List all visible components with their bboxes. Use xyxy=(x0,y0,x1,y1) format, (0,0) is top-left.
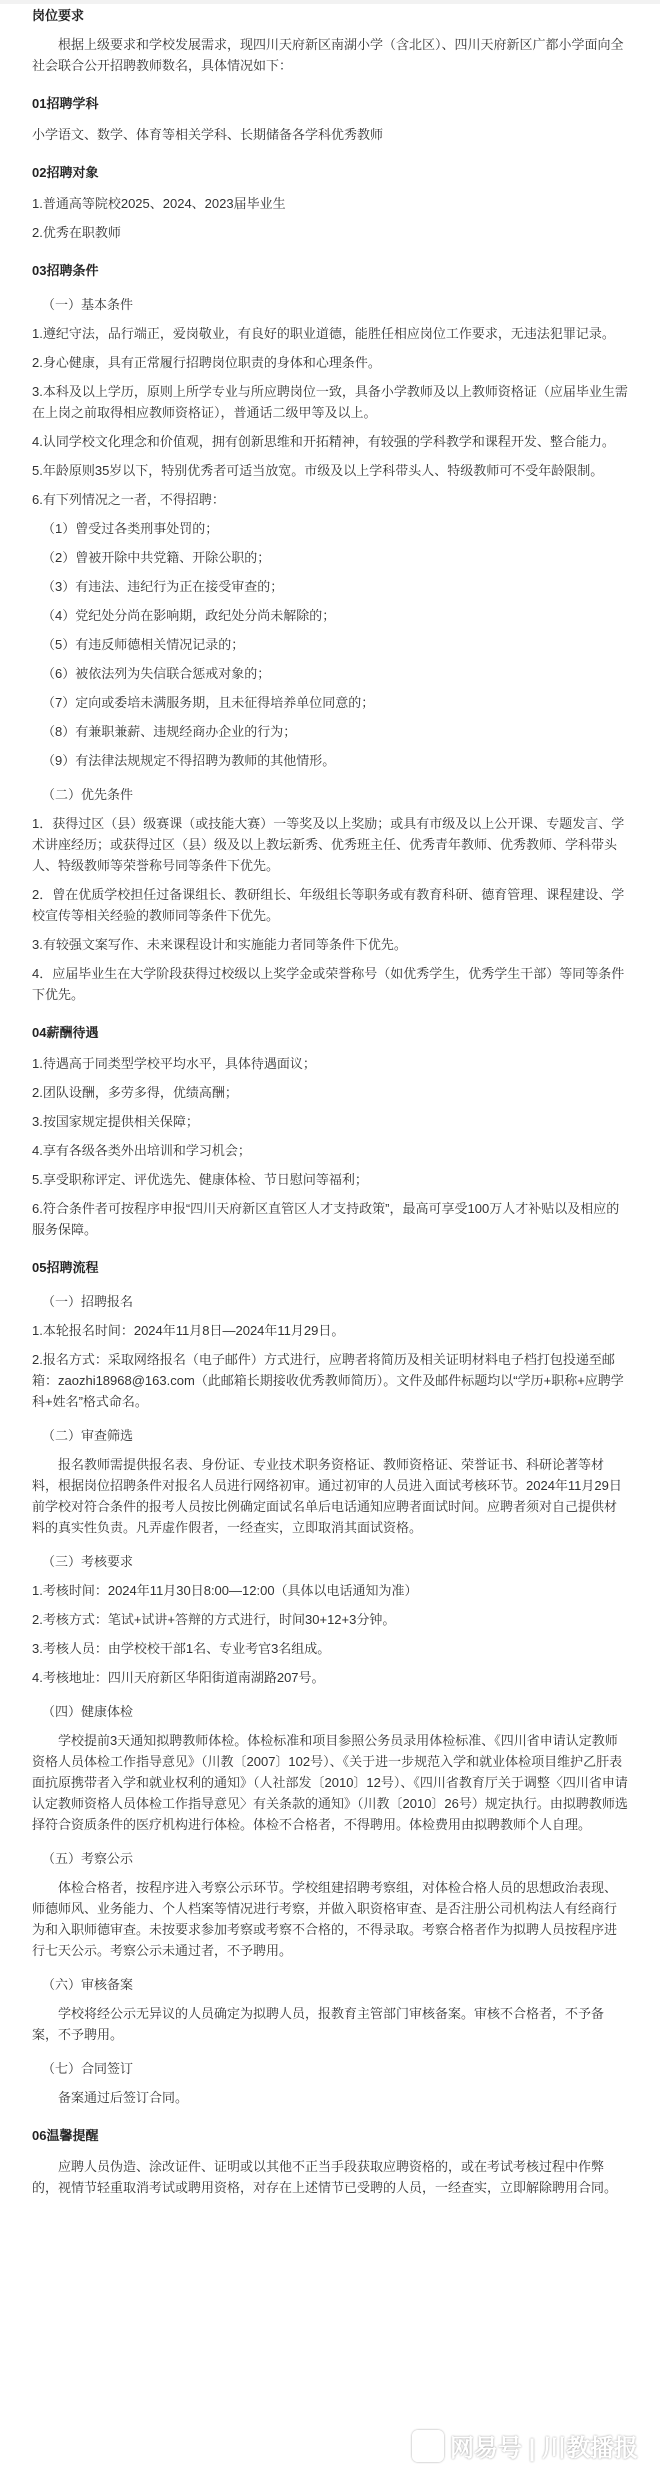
watermark xyxy=(412,2428,638,2463)
contract-paragraph: 备案通过后签订合同。 xyxy=(58,2090,189,2105)
netease-logo-icon xyxy=(412,2430,444,2462)
contract-title: （七）合同签订 xyxy=(42,2061,134,2076)
exclusion-item: （9）有法律法规规定不得招聘为教师的其他情形。 xyxy=(42,753,336,768)
inspection-paragraph: 体检合格者，按程序进入考察公示环节。学校组建招聘考察组，对体检合格人员的思想政治表现、师德师风、业务能力、个人档案等情况进行考察，并做入职资格审查、是否注册公司机构法人有经商行为和入职师德审查。未按要求参加考察或考察不合格的，不得录取。考察合格者作为拟聘人员按程序进行七天公示。考察公示未通过者，不予聘用。 xyxy=(32,1880,618,1958)
benefit-item: 2.团队设酬，多劳多得，优绩高酬； xyxy=(32,1085,238,1100)
basic-conditions-title: （一）基本条件 xyxy=(42,297,134,312)
section-04-title: 04薪酬待遇 xyxy=(32,1025,99,1040)
priority-item: 2．曾在优质学校担任过备课组长、教研组长、年级组长等职务或有教育科研、德育管理、课程建设、学校宣传等相关经验的教师同等条件下优先。 xyxy=(32,887,625,923)
article-heading: 岗位要求 xyxy=(32,8,85,23)
section-06-title: 06温馨提醒 xyxy=(32,2128,99,2143)
registration-item: 1.本轮报名时间：2024年11月8日—2024年11月29日。 xyxy=(32,1323,345,1338)
basic-condition-item: 6.有下列情况之一者，不得招聘： xyxy=(32,492,225,507)
intro-paragraph: 根据上级要求和学校发展需求，现四川天府新区南湖小学（含北区）、四川天府新区广都小学面向全社会联合公开招聘教师数名，具体情况如下： xyxy=(32,37,624,73)
reminder-paragraph: 应聘人员伪造、涂改证件、证明或以其他不正当手段获取应聘资格的，或在考试考核过程中作弊的，视情节轻重取消考试或聘用资格，对存在上述情节已受聘的人员，一经查实，立即解除聘用合同。 xyxy=(32,2159,618,2195)
section-01-title: 01招聘学科 xyxy=(32,96,99,111)
priority-item: 3.有较强文案写作、未来课程设计和实施能力者同等条件下优先。 xyxy=(32,937,407,952)
benefit-item: 4.享有各级各类外出培训和学习机会； xyxy=(32,1143,251,1158)
basic-condition-item: 5.年龄原则35岁以下，特别优秀者可适当放宽。市级及以上学科带头人、特级教师可不受年龄限制。 xyxy=(32,463,604,478)
target-item: 1.普通高等院校2025、2024、2023届毕业生 xyxy=(32,196,286,211)
benefit-item: 1.待遇高于同类型学校平均水平，具体待遇面议； xyxy=(32,1056,316,1071)
review-title: （二）审查筛选 xyxy=(42,1428,134,1443)
article-content xyxy=(0,6,660,2198)
exam-item: 4.考核地址：四川天府新区华阳街道南湖路207号。 xyxy=(32,1670,325,1685)
priority-item: 1．获得过区（县）级赛课（或技能大赛）一等奖及以上奖励；或具有市级及以上公开课、专题发言、学术讲座经历；或获得过区（县）级及以上教坛新秀、优秀班主任、优秀青年教师、优秀教师、学科带头人、特级教师等荣誉称号同等条件下优先。 xyxy=(32,816,625,873)
benefit-item: 6.符合条件者可按程序申报“四川天府新区直管区人才支持政策”，最高可享受100万人才补贴以及相应的服务保障。 xyxy=(32,1201,620,1237)
exam-item: 1.考核时间：2024年11月30日8:00—12:00（具体以电话通知为准） xyxy=(32,1583,418,1598)
record-paragraph: 学校将经公示无异议的人员确定为拟聘人员，报教育主管部门审核备案。审核不合格者，不予备案，不予聘用。 xyxy=(32,2006,605,2042)
exclusion-item: （1）曾受过各类刑事处罚的； xyxy=(42,521,219,536)
section-02-title: 02招聘对象 xyxy=(32,165,99,180)
exam-item: 3.考核人员：由学校校干部1名、专业考官3名组成。 xyxy=(32,1641,331,1656)
exclusion-item: （5）有违反师德相关情况记录的； xyxy=(42,637,245,652)
medical-paragraph: 学校提前3天通知拟聘教师体检。体检标准和项目参照公务员录用体检标准、《四川省申请认定教师资格人员体检工作指导意见》（川教〔2007〕102号）、《关于进一步规范入学和就业体检项目维护乙肝表面抗原携带者入学和就业权利的通知》（人社部发〔2010〕12号）、《四川省教育厅关于调整〈四川省申请认定教师资格人员体检工作指导意见〉有关条款的通知》（川教〔2010〕26号）规定执行。由拟聘教师选择符合资质条件的医疗机构进行体检。体检不合格者，不得聘用。体检费用由拟聘教师个人自理。 xyxy=(32,1733,628,1832)
record-title: （六）审核备案 xyxy=(42,1977,134,1992)
review-paragraph: 报名教师需提供报名表、身份证、专业技术职务资格证、教师资格证、荣誉证书、科研论著等材料，根据岗位招聘条件对报名人员进行网络初审。通过初审的人员进入面试考核环节。2024年11月29日前学校对符合条件的报考人员按比例确定面试名单后电话通知应聘者面试时间。应聘者须对自己提供材料的真实性负责。凡弄虚作假者，一经查实，立即取消其面试资格。 xyxy=(32,1457,622,1535)
basic-condition-item: 3.本科及以上学历，原则上所学专业与所应聘岗位一致，具备小学教师及以上教师资格证（应届毕业生需在上岗之前取得相应教师资格证），普通话二级甲等及以上。 xyxy=(32,384,628,420)
section-01-text: 小学语文、数学、体育等相关学科、长期储备各学科优秀教师 xyxy=(32,127,384,142)
target-item: 2.优秀在职教师 xyxy=(32,225,121,240)
section-05-title: 05招聘流程 xyxy=(32,1260,99,1275)
exclusion-item: （7）定向或委培未满服务期，且未征得培养单位同意的； xyxy=(42,695,375,710)
basic-condition-item: 1.遵纪守法，品行端正，爱岗敬业，有良好的职业道德，能胜任相应岗位工作要求，无违法犯罪记录。 xyxy=(32,326,615,341)
section-03-title: 03招聘条件 xyxy=(32,263,99,278)
basic-condition-item: 2.身心健康，具有正常履行招聘岗位职责的身体和心理条件。 xyxy=(32,355,381,370)
exclusion-item: （6）被依法列为失信联合惩戒对象的； xyxy=(42,666,271,681)
basic-condition-item: 4.认同学校文化理念和价值观，拥有创新思维和开拓精神，有较强的学科教学和课程开发、整合能力。 xyxy=(32,434,615,449)
top-divider xyxy=(0,0,660,4)
benefit-item: 3.按国家规定提供相关保障； xyxy=(32,1114,199,1129)
exam-title: （三）考核要求 xyxy=(42,1554,134,1569)
medical-title: （四）健康体检 xyxy=(42,1704,134,1719)
registration-item: 2.报名方式：采取网络报名（电子邮件）方式进行，应聘者将简历及相关证明材料电子档打包投递至邮箱：zaozhi18968@163.com（此邮箱长期接收优秀教师简历）。文件及邮件标题均以“学历+职称+应聘学科+姓名”格式命名。 xyxy=(32,1352,624,1409)
exclusion-item: （3）有违法、违纪行为正在接受审查的； xyxy=(42,579,284,594)
inspection-title: （五）考察公示 xyxy=(42,1851,134,1866)
benefit-item: 5.享受职称评定、评优选先、健康体检、节日慰问等福利； xyxy=(32,1172,368,1187)
priority-conditions-title: （二）优先条件 xyxy=(42,787,134,802)
priority-item: 4．应届毕业生在大学阶段获得过校级以上奖学金或荣誉称号（如优秀学生，优秀学生干部）等同等条件下优先。 xyxy=(32,966,625,1002)
logo-glyph-icon xyxy=(419,2437,437,2455)
registration-title: （一）招聘报名 xyxy=(42,1294,134,1309)
exclusion-item: （4）党纪处分尚在影响期，政纪处分尚未解除的； xyxy=(42,608,336,623)
exam-item: 2.考核方式：笔试+试讲+答辩的方式进行，时间30+12+3分钟。 xyxy=(32,1612,396,1627)
exclusion-item: （2）曾被开除中共党籍、开除公职的； xyxy=(42,550,271,565)
watermark-text: 网易号 | 川教播报 xyxy=(449,2435,638,2462)
exclusion-item: （8）有兼职兼薪、违规经商办企业的行为； xyxy=(42,724,297,739)
